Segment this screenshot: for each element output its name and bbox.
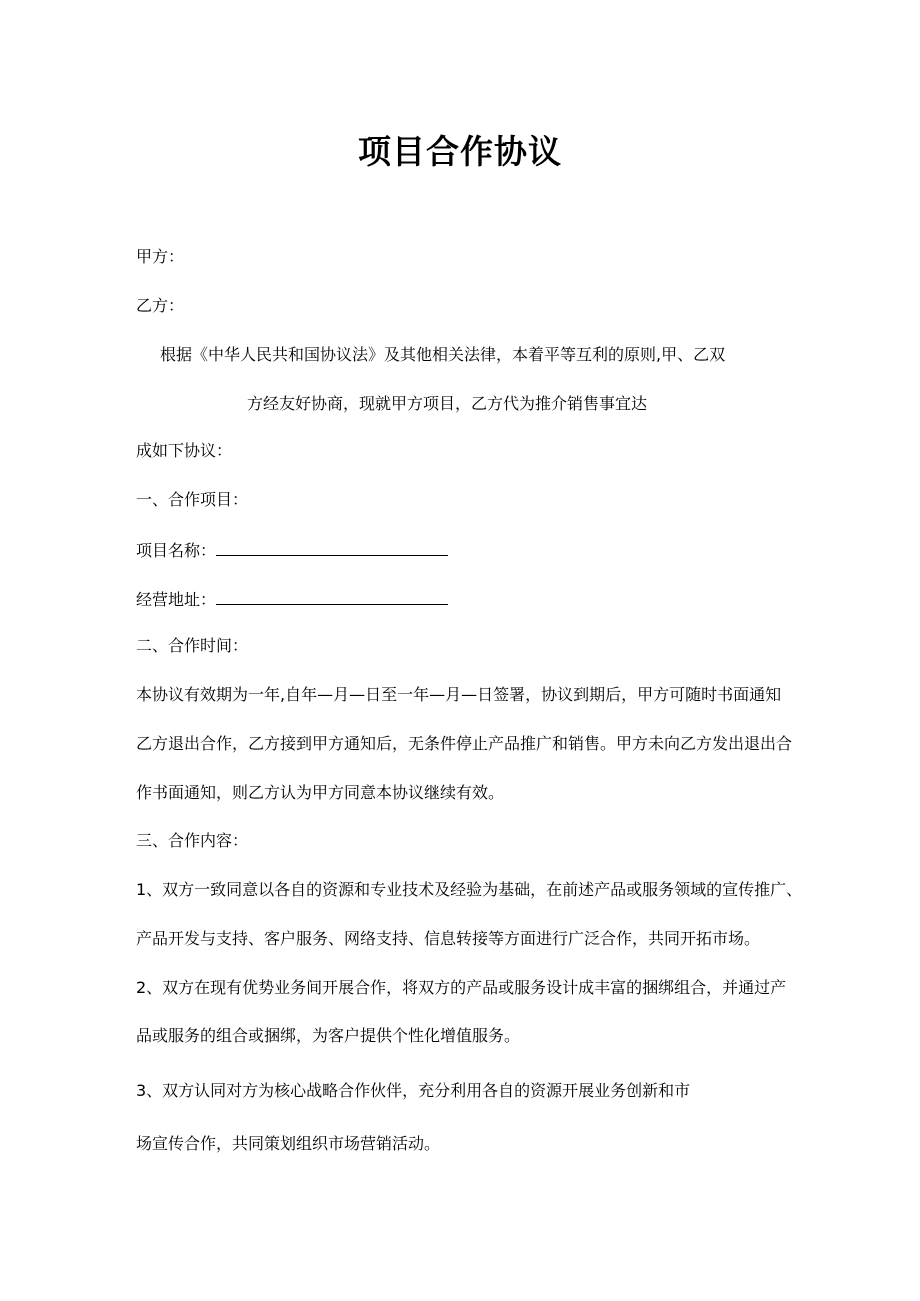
section-1-heading: 一、合作项目： (136, 490, 249, 509)
address-row (136, 586, 448, 612)
party-a-label: 甲方： (136, 247, 185, 266)
address-blank (216, 586, 448, 605)
preamble-line-3: 成如下协议： (136, 441, 233, 460)
project-name-row (136, 537, 448, 563)
document-title: 项目合作协议 (358, 132, 562, 171)
item-3-line-1: 3、双方认同对方为核心战略合作伙伴，充分利用各自的资源开展业务创新和市 (136, 1081, 691, 1100)
item-3-line-2: 场宣传合作，共同策划组织市场营销活动。 (136, 1134, 441, 1153)
section-2-line-2: 乙方退出合作，乙方接到甲方通知后，无条件停止产品推广和销售。甲方未向乙方发出退出合 (136, 734, 793, 753)
preamble-line-2: 方经友好协商，现就甲方项目，乙方代为推介销售事宜达 (247, 394, 648, 413)
section-3-heading: 三、合作内容： (136, 831, 249, 850)
section-2-line-1: 本协议有效期为一年,自年—月—日至一年—月—日签署，协议到期后，甲方可随时书面通知 (136, 685, 782, 704)
preamble-line-1: 根据《中华人民共和国协议法》及其他相关法律，本着平等互利的原则,甲、乙双 (160, 345, 726, 364)
item-1-line-1: 1、双方一致同意以各自的资源和专业技术及经验为基础，在前述产品或服务领域的宣传推广、 (136, 880, 803, 899)
item-1-line-2: 产品开发与支持、客户服务、网络支持、信息转接等方面进行广泛合作，共同开拓市场。 (136, 929, 761, 948)
project-name-blank (216, 537, 448, 556)
item-2-line-2: 品或服务的组合或捆绑，为客户提供个性化增值服务。 (136, 1026, 521, 1045)
address-label: 经营地址： (136, 590, 217, 609)
party-b-label: 乙方： (136, 296, 185, 315)
section-2-line-3: 作书面通知，则乙方认为甲方同意本协议继续有效。 (136, 783, 505, 802)
project-name-label: 项目名称： (136, 541, 217, 560)
section-2-heading: 二、合作时间： (136, 636, 249, 655)
item-2-line-1: 2、双方在现有优势业务间开展合作，将双方的产品或服务设计成丰富的捆绑组合，并通过产 (136, 978, 787, 997)
